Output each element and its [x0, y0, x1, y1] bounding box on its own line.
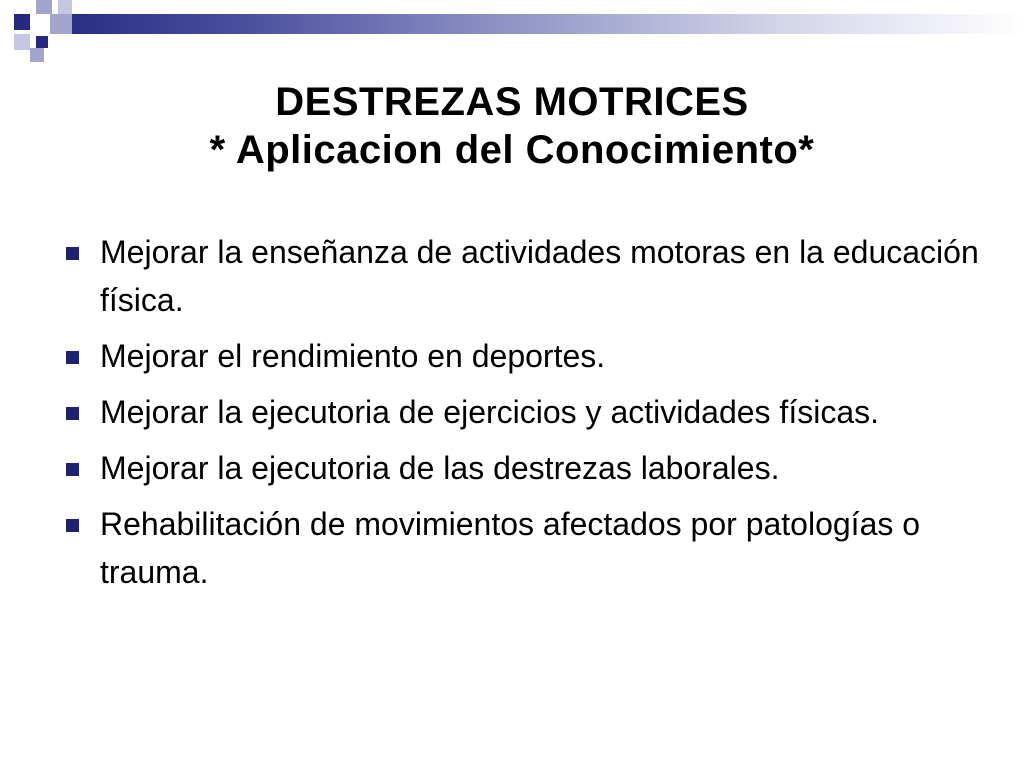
header-gradient-band [72, 14, 1024, 34]
decor-square [50, 14, 72, 34]
decor-square [58, 0, 72, 14]
square-bullet-icon [66, 519, 79, 532]
decor-square [30, 48, 44, 62]
bullet-text: Mejorar la enseñanza de actividades motoras en la educación física. [100, 234, 979, 318]
bullet-item [60, 332, 990, 380]
bullet-text: Rehabilitación de movimientos afectados por patologías o trauma. [100, 506, 921, 590]
decor-square [14, 14, 30, 30]
decor-square [36, 0, 52, 14]
square-bullet-icon [66, 247, 79, 260]
square-bullet-icon [66, 351, 79, 364]
square-bullet-icon [66, 407, 79, 420]
bullet-text: Mejorar la ejecutoria de las destrezas laborales. [100, 450, 780, 486]
bullet-list [60, 228, 990, 604]
slide-title-line-2: * Aplicacion del Conocimiento* [209, 128, 815, 172]
bullet-item [60, 228, 990, 324]
slide-title-line-1: DESTREZAS MOTRICES [275, 80, 749, 124]
decor-square [36, 36, 48, 48]
bullet-text: Mejorar el rendimiento en deportes. [100, 338, 606, 374]
slide-title [0, 78, 1024, 174]
square-bullet-icon [66, 463, 79, 476]
bullet-item [60, 388, 990, 436]
bullet-item [60, 500, 990, 596]
bullet-text: Mejorar la ejecutoria de ejercicios y actividades físicas. [100, 394, 879, 430]
decor-square [14, 34, 30, 50]
bullet-item [60, 444, 990, 492]
